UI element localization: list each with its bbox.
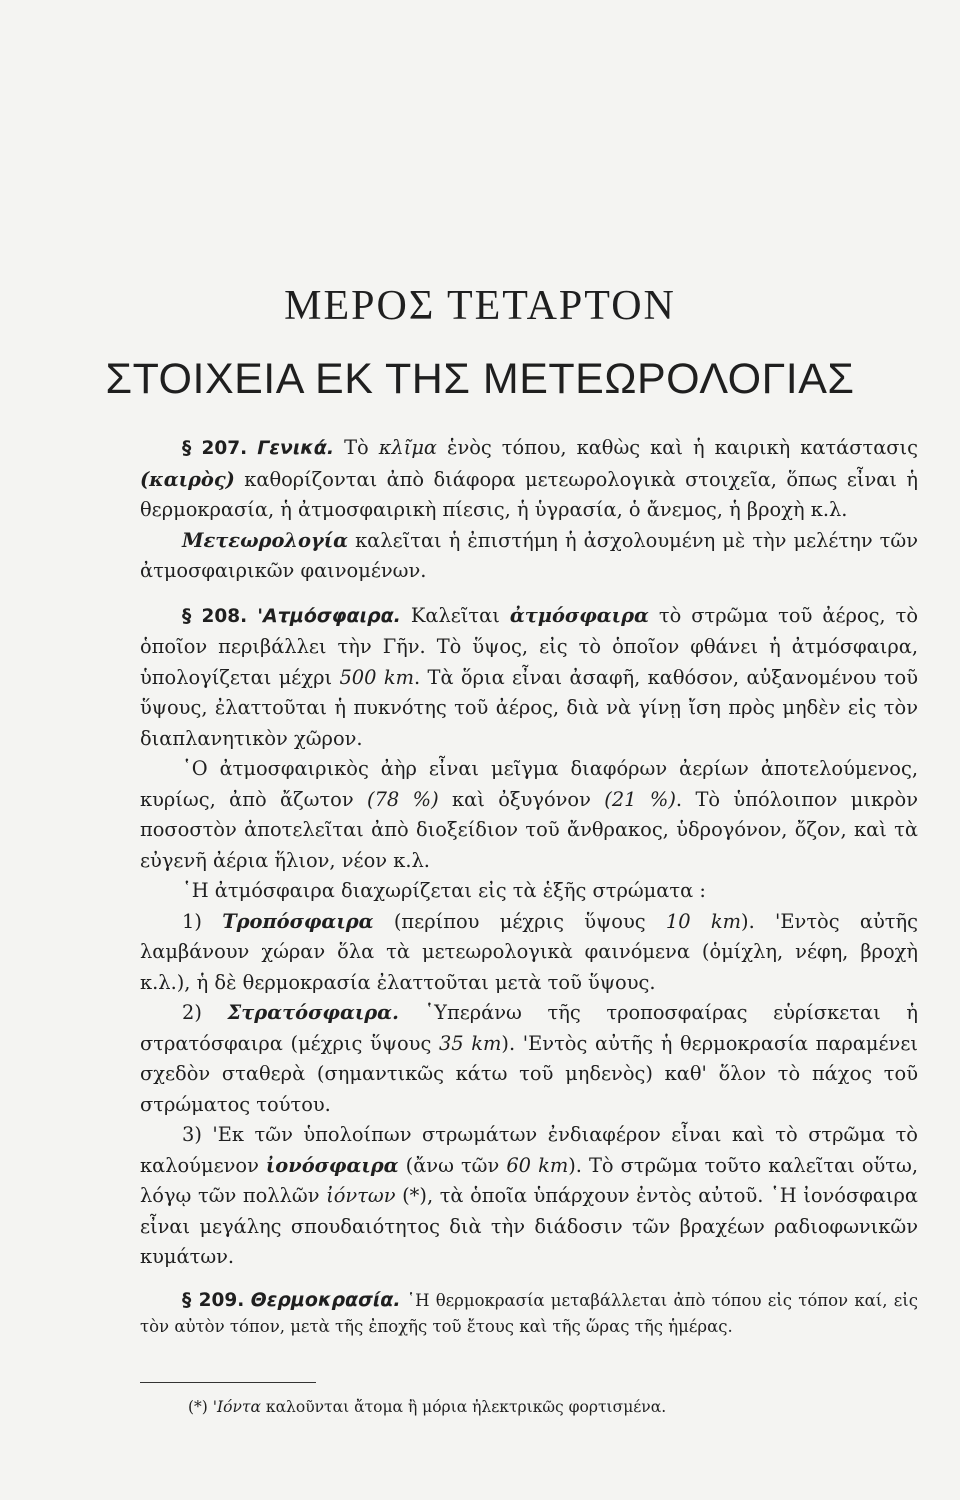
section-207-paragraph <box>140 433 918 526</box>
section-number: § 207. <box>182 438 248 459</box>
text-run: καὶ ὀξυγόνον <box>438 787 605 811</box>
italic-value: 10 km <box>665 909 742 933</box>
text-run: Καλεῖται <box>400 603 510 627</box>
layers-intro: ῾Η ἀτμόσφαιρα διαχωρίζεται εἰς τὰ ἑξῆς στρώματα : <box>182 879 706 902</box>
layer-ionosphere <box>140 1120 918 1273</box>
text-run: ἑνὸς τόπου, καθὼς καὶ ἡ καιρικὴ κατάστασις <box>437 436 919 459</box>
bold-term: ἀτμόσφαιρα <box>509 603 649 627</box>
text-run: καλοῦνται ἄτομα ἢ μόρια ἠλεκτρικῶς φορτισμένα. <box>260 1398 667 1416</box>
layer-troposphere <box>140 907 918 999</box>
section-208-paragraph <box>140 601 918 755</box>
footnote-ref: (*) <box>395 1184 427 1207</box>
section-heading: 'Ατμόσφαιρα. <box>257 604 401 627</box>
body-text <box>140 433 918 1340</box>
bold-term: ἰονόσφαιρα <box>265 1153 399 1177</box>
composition-paragraph <box>140 754 918 876</box>
footnote-mark: (*) <box>188 1398 213 1416</box>
bold-term: (καιρὸς) <box>140 467 235 491</box>
chapter-title: ΣΤΟΙΧΕΙΑ ΕΚ ΤΗΣ ΜΕΤΕΩΡΟΛΟΓΙΑΣ <box>105 355 855 403</box>
text-run: 'Εκ τῶν ὑπολοίπων στρωμάτων ἐνδιαφέρον εἶναι καὶ τὸ στρῶμα τὸ καλούμενον <box>140 1123 918 1177</box>
text-run: καλεῖται ἡ ἐπιστήμη ἡ ἀσχολουμένη μὲ τὴν μελέτην τῶν ἀτμοσφαιρικῶν φαινομένων. <box>140 528 918 582</box>
italic-value: 35 km <box>438 1031 502 1055</box>
bold-term: Μετεωρολογία <box>182 528 349 552</box>
meteorology-definition <box>140 526 918 587</box>
text-run: ῾Η θερμοκρασία μεταβάλλεται ἀπὸ τόπου εἰς τόπον καί, εἰς τὸν αὐτὸν τόπον, μετὰ τῆς ἐποχῆς τοῦ ἔτους καὶ τῆς ὥρας τῆς ἡμέρας. <box>140 1290 918 1336</box>
text-run: ). Τὸ στρῶμα τοῦτο καλεῖται οὕτω, λόγῳ τῶν πολλῶν <box>140 1153 919 1207</box>
section-209-paragraph <box>140 1287 918 1340</box>
italic-value: 60 km <box>506 1153 569 1177</box>
text-run: ). 'Εντὸς αὐτῆς ἡ θερμοκρασία παραμένει σχεδὸν σταθερὰ (σημαντικῶς κάτω τοῦ μηδενὸς) καθ' ὅλον τὸ πάχος τοῦ στρώματος τούτου. <box>140 1031 918 1116</box>
italic-value: (78 %) <box>367 787 439 811</box>
list-number: 3) <box>182 1123 213 1146</box>
section-heading: Γενικά. <box>257 437 335 459</box>
italic-term: 'Ιόντα <box>212 1398 261 1416</box>
italic-term: ἰόντων <box>326 1184 396 1207</box>
text-run: ῾Ο ἀτμοσφαιρικὸς ἀὴρ εἶναι μεῖγμα διαφόρων ἀερίων ἀποτελούμενος, κυρίως, ἀπὸ ἄζωτον <box>140 757 918 811</box>
text-run: ῾Υπεράνω τῆς τροποσφαίρας εὑρίσκεται ἡ στρατόσφαιρα (μέχρις ὕψους <box>140 1001 918 1055</box>
text-run: (περίπου μέχρις ὕψους <box>373 909 666 933</box>
italic-value: 500 km <box>339 665 414 689</box>
italic-value: (21 %) <box>604 787 676 811</box>
list-number: 1) <box>182 909 223 933</box>
text-run: τὸ στρῶμα τοῦ ἀέρος, τὸ ὁποῖον περιβάλλει τὴν Γῆν. Τὸ ὕψος, εἰς τὸ ὁποῖον φθάνει ἡ ἀτμόσφαιρα, ὑπολογίζεται μέχρι <box>140 603 919 689</box>
text-run: (ἄνω τῶν <box>398 1153 507 1177</box>
text-run: Τὸ <box>344 436 379 459</box>
text-run: . Τὰ ὅρια εἶναι ἀσαφῆ, καθόσον, αὐξανομένου τοῦ ὕψους, ἐλαττοῦται ἡ πυκνότης τοῦ ἀέρος, διὰ νὰ γίνῃ ἴση πρὸς μηδὲν εἰς τὸν διαπλανητικὸν χῶρον. <box>140 665 919 750</box>
text-run: . Τὸ ὑπόλοιπον μικρὸν ποσοστὸν ἀποτελεῖται ἀπὸ διοξείδιον τοῦ ἄνθρακος, ὑδρογόνον, ὄζον, καὶ τὰ εὐγενῆ ἀέρια ἥλιον, νέον κ.λ. <box>140 787 918 872</box>
section-number: § 208. <box>182 605 248 627</box>
italic-term: κλῖμα <box>378 436 438 459</box>
section-heading: Θερμοκρασία. <box>250 1288 401 1311</box>
part-title: ΜΕΡΟΣ ΤΕΤΑΡΤΟΝ <box>284 283 676 329</box>
text-run: ). 'Εντὸς αὐτῆς λαμβάνουν χώραν ὅλα τὰ μετεωρολογικὰ φαινόμενα (ὁμίχλη, νέφη, βροχὴ κ.λ.), ἡ δὲ θερμοκρασία ἐλαττοῦται μετὰ τοῦ ὕψους. <box>140 909 918 994</box>
text-run: καθορίζονται ἀπὸ διάφορα μετεωρολογικὰ στοιχεῖα, ὅπως εἶναι ἡ θερμοκρασία, ἡ ἀτμοσφαιρικὴ πίεσις, ἡ ὑγρασία, ὁ ἄνεμος, ἡ βροχὴ κ.λ. <box>140 467 918 521</box>
section-number: § 209. <box>182 1289 245 1311</box>
layer-stratosphere <box>140 998 918 1120</box>
footnote-divider <box>140 1382 316 1383</box>
bold-term: Στρατόσφαιρα. <box>227 1001 399 1024</box>
text-run: , τὰ ὁποῖα ὑπάρχουν ἐντὸς αὐτοῦ. ῾Η ἰονόσφαιρα εἶναι μεγάλης σπουδαιότητος διὰ τὴν διάδοσιν τῶν βραχέων ραδιοφωνικῶν κυμάτων. <box>140 1184 918 1268</box>
bold-term: Τροπόσφαιρα <box>222 909 374 933</box>
footnote <box>188 1396 888 1418</box>
list-number: 2) <box>182 1001 228 1024</box>
